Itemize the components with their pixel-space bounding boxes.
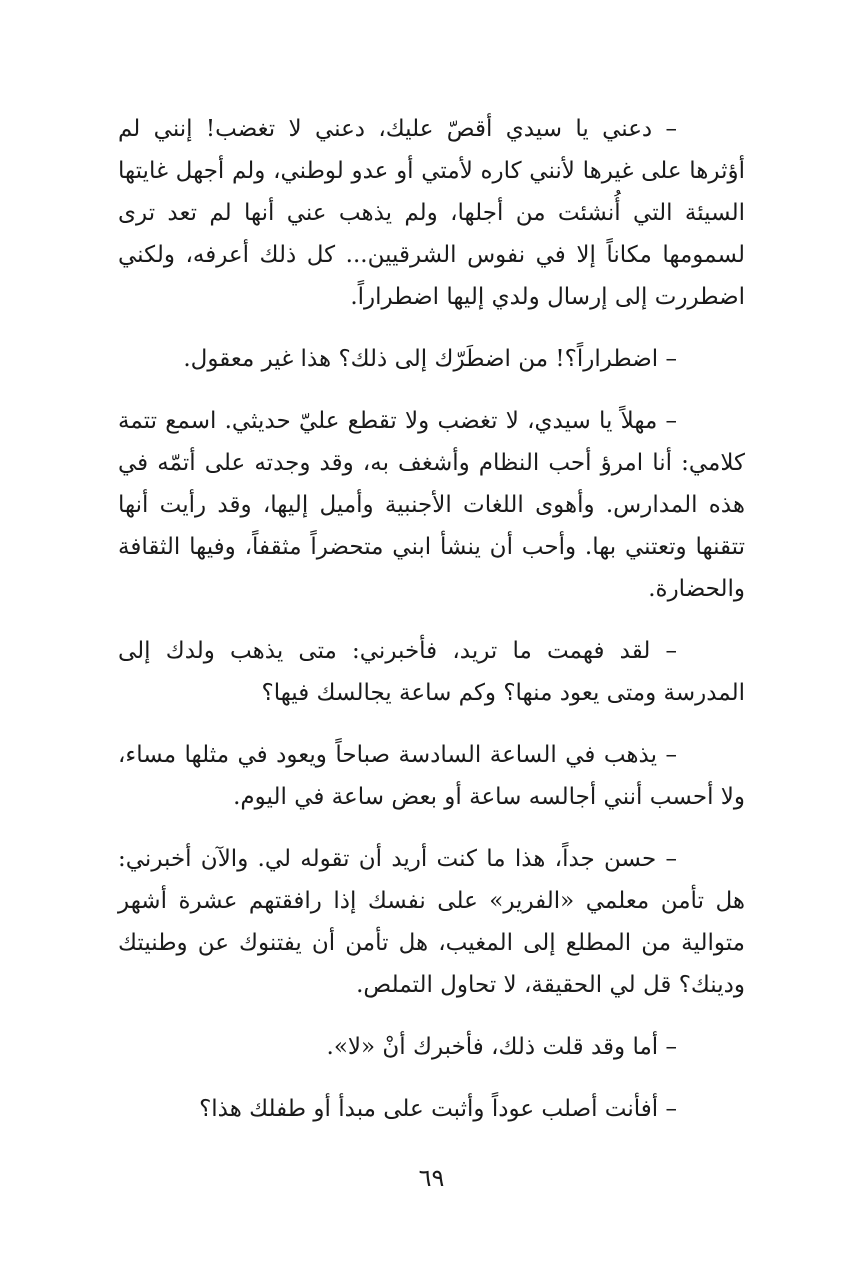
paragraph-2: – اضطراراً؟! من اضطَرّك إلى ذلك؟ هذا غير معقول. [183,346,677,372]
paragraph-6: – حسن جداً، هذا ما كنت أريد أن تقوله لي. والآن أخبرني: هل تأمن معلمي «الفرير» على نفسك إذا رافقتهم عشرة أشهر متوالية من المطلع إلى المغيب، هل تأمن أن يفتنوك عن وطنيتك ودينك؟ قل لي الحقيقة، لا تحاول التملص. [118,846,745,998]
paragraph-4: – لقد فهمت ما تريد، فأخبرني: متى يذهب ولدك إلى المدرسة ومتى يعود منها؟ وكم ساعة يجالسك فيها؟ [118,638,745,706]
page-body [118,108,745,1150]
paragraph-3: – مهلاً يا سيدي، لا تغضب ولا تقطع عليّ حديثي. اسمع تتمة كلامي: أنا امرؤ أحب النظام وأشغف به، وقد وجدته على أتمّه في هذه المدارس. وأهوى اللغات الأجنبية وأميل إليها، وقد رأيت أنها تتقنها وتعتني بها. وأحب أن ينشأ ابني متحضراً مثقفاً، وفيها الثقافة والحضارة. [118,408,745,602]
paragraph-7: – أما وقد قلت ذلك، فأخبرك أنْ «لا». [326,1034,677,1060]
paragraph-1: – دعني يا سيدي أقصّ عليك، دعني لا تغضب! إنني لم أؤثرها على غيرها لأنني كاره لأمتي أو عدو لوطني، ولم أجهل غايتها السيئة التي أُنشئت من أجلها، ولم يذهب عني أنها لم تعد ترى لسمومها مكاناً إلا في نفوس الشرقيين... كل ذلك أعرفه، ولكني اضطررت إلى إرسال ولدي إليها اضطراراً. [118,116,745,310]
paragraph-5: – يذهب في الساعة السادسة صباحاً ويعود في مثلها مساء، ولا أحسب أنني أجالسه ساعة أو بعض ساعة في اليوم. [118,742,745,810]
page-number: ٦٩ [418,1164,445,1192]
paragraph-8: – أفأنت أصلب عوداً وأثبت على مبدأ أو طفلك هذا؟ [199,1096,677,1122]
